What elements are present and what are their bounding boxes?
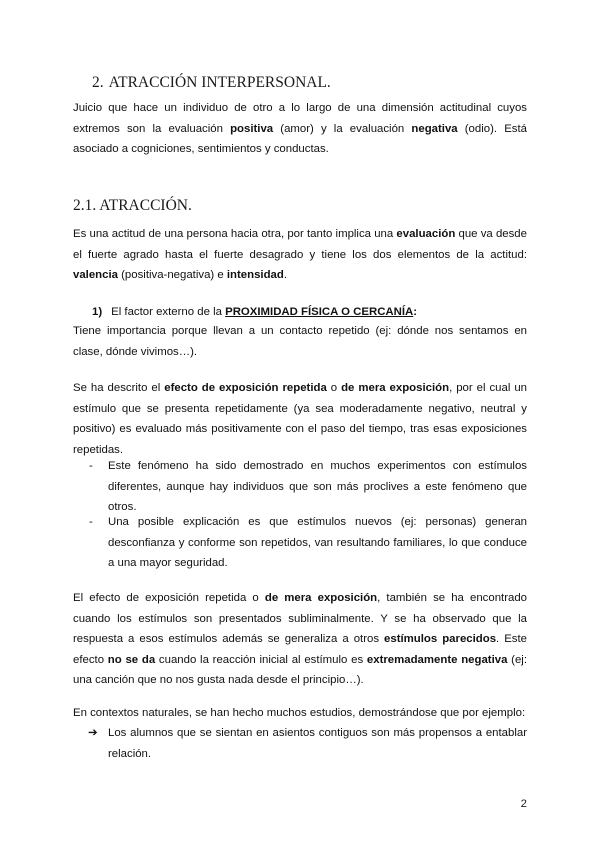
subliminal-text: , también se ha encontrado cuando los estímulos son presentados subliminalmente. Y se ha observado que la respuesta a esos estímulos además se generaliza a otros bbox=[73, 592, 528, 645]
intro-text: (amor) y la evaluación bbox=[273, 122, 412, 135]
section-heading bbox=[92, 74, 331, 92]
natural-context-paragraph: En contextos naturales, se han hecho muchos estudios, demostrándose que por ejemplo: bbox=[73, 707, 526, 719]
subliminal-bold: extremadamente negativa bbox=[366, 653, 508, 666]
subliminal-text: (ej: una canción que no nos gusta nada desde el principio…). bbox=[73, 653, 527, 686]
importance-paragraph: Tiene importancia porque llevan a un contacto repetido (ej: dónde nos sentamos en clase, dónde vivimos…). bbox=[73, 325, 527, 358]
subliminal-bold: no se da bbox=[107, 653, 156, 666]
section-number: 2. bbox=[92, 74, 104, 91]
definition-bold: valencia bbox=[73, 269, 118, 281]
exposure-text: o bbox=[326, 382, 342, 394]
exposure-bold: efecto de exposición repetida bbox=[164, 382, 327, 394]
definition-text: que va desde el fuerte agrado hasta el fuerte desagrado y tiene los dos elementos de la actitud: bbox=[73, 228, 527, 261]
subliminal-bold: estímulos parecidos bbox=[384, 633, 497, 645]
intro-bold-positiva: positiva bbox=[230, 122, 274, 135]
page-number: 2 bbox=[520, 798, 527, 810]
subsection-heading: 2.1. ATRACCIÓN. bbox=[73, 197, 192, 214]
intro-bold-negativa: negativa bbox=[411, 122, 458, 135]
subliminal-bold: de mera exposición bbox=[264, 592, 378, 604]
definition-bold: intensidad bbox=[226, 269, 284, 281]
intro-paragraph bbox=[73, 98, 527, 160]
arrow-bullet-item: Los alumnos que se sientan en asientos contiguos son más propensos a entablar relación. bbox=[108, 727, 527, 760]
exposure-text: , por el cual un estímulo que se presenta repetidamente (ya sea moderadamente negativo, neutral y positivo) es evaluado más positivamente con el paso del tiempo, tras esas exposiciones repetidas. bbox=[73, 382, 528, 456]
dash-bullet: - bbox=[89, 516, 93, 528]
intro-text: (odio). Está asociado a cogniciones, sentimientos y conductas. bbox=[73, 122, 527, 155]
subliminal-paragraph bbox=[73, 588, 527, 691]
item-underlined-heading: PROXIMIDAD FÍSICA O CERCANÍA bbox=[225, 306, 414, 318]
definition-text: . bbox=[283, 269, 288, 281]
subliminal-text: cuando la reacción inicial al estímulo es bbox=[155, 653, 367, 666]
item-text: El factor externo de la bbox=[111, 306, 226, 318]
arrow-right-icon: ➔ bbox=[88, 727, 98, 739]
numbered-item bbox=[92, 302, 417, 323]
exposure-text: Se ha descrito el bbox=[73, 382, 165, 394]
bullet-item: Una posible explicación es que estímulos nuevos (ej: personas) generan desconfianza y conforme son repetidos, van resultando familiares, lo que conduce a una mayor seguridad. bbox=[108, 516, 527, 569]
dash-bullet: - bbox=[89, 460, 93, 472]
intro-text: Juicio que hace un individuo de otro a lo largo de una dimensión actitudinal cuyos extremos son la evaluación bbox=[73, 102, 527, 135]
definition-paragraph bbox=[73, 224, 527, 286]
definition-bold: evaluación bbox=[396, 228, 456, 240]
item-number: 1) bbox=[92, 306, 103, 318]
exposure-paragraph bbox=[73, 378, 527, 460]
subliminal-text: . Este efecto bbox=[73, 633, 527, 666]
subliminal-text: El efecto de exposición repetida o bbox=[73, 592, 265, 604]
bullet-item: Este fenómeno ha sido demostrado en muchos experimentos con estímulos diferentes, aunque hay individuos que son más proclives a este fenómeno que otros. bbox=[108, 460, 527, 513]
definition-text: Es una actitud de una persona hacia otra, por tanto implica una bbox=[73, 228, 397, 240]
section-title: ATRACCIÓN INTERPERSONAL. bbox=[108, 74, 331, 91]
exposure-bold: de mera exposición bbox=[341, 382, 450, 394]
definition-text: (positiva-negativa) e bbox=[117, 269, 227, 281]
item-colon: : bbox=[413, 306, 418, 318]
